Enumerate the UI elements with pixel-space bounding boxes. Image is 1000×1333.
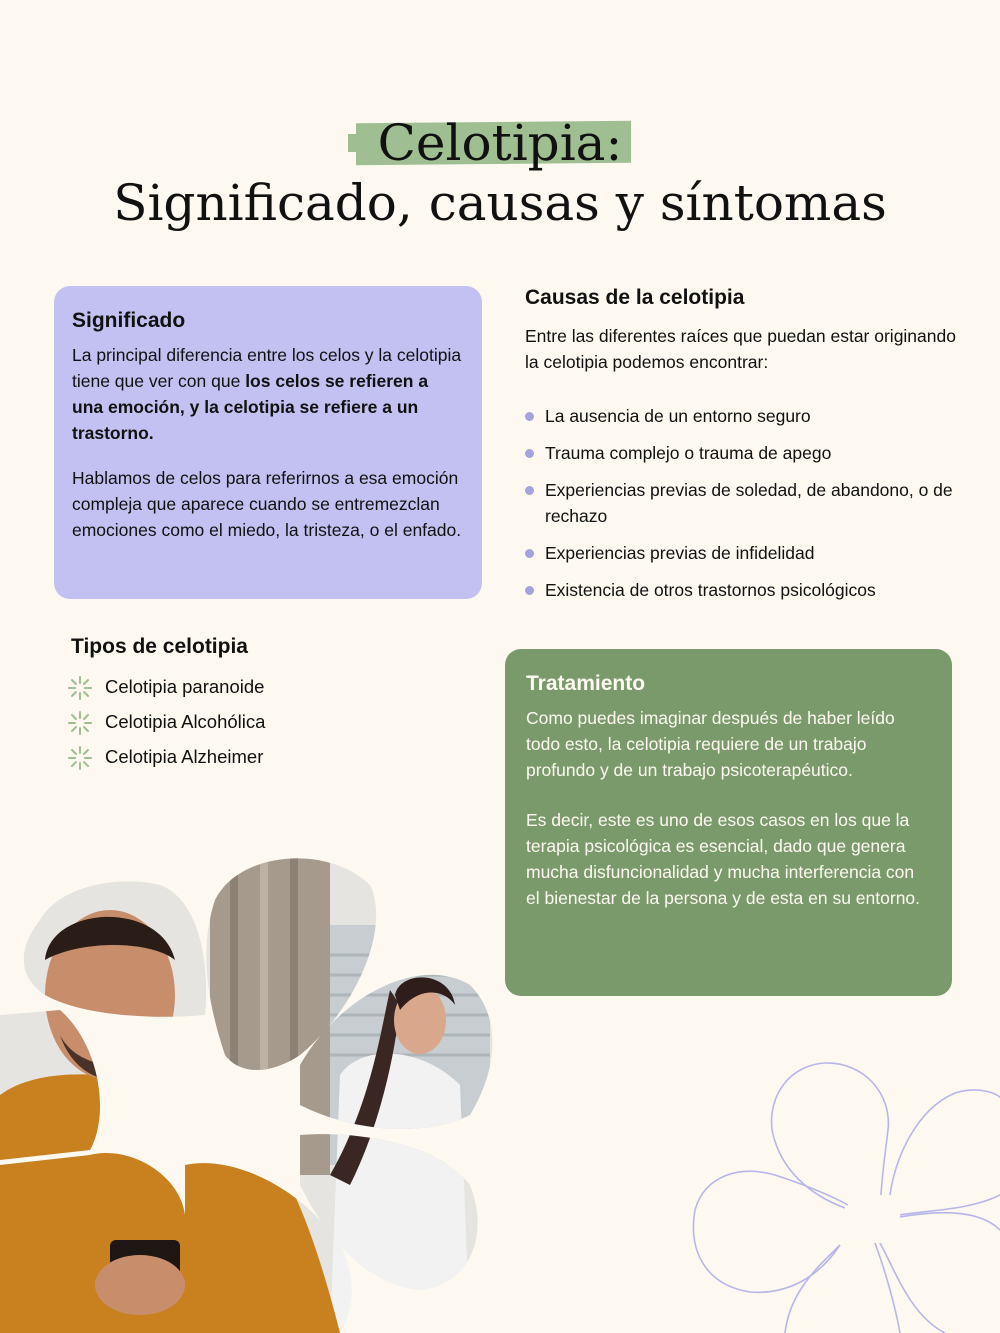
list-item-text: La ausencia de un entorno seguro xyxy=(545,406,811,426)
significado-p1-text: La principal diferencia entre los celos y la celotipia tiene que ver con que xyxy=(72,345,462,391)
list-item-text: Experiencias previas de soledad, de abandono, o de rechazo xyxy=(545,480,953,526)
tipos-heading: Tipos de celotipia xyxy=(71,635,248,658)
list-item xyxy=(525,577,965,603)
bullet-dot-icon xyxy=(525,549,534,558)
sparkle-burst-icon xyxy=(67,675,93,701)
list-item xyxy=(71,674,391,700)
page-title-line2: Significado, causas y síntomas xyxy=(113,174,887,232)
list-item xyxy=(525,403,965,429)
tipos-list xyxy=(71,674,391,770)
tratamiento-paragraph-1: Como puedes imaginar después de haber leído todo esto, la celotipia requiere de un trabajo profundo y de un trabajo psicoterapéutico. xyxy=(526,708,895,780)
title-highlighted xyxy=(378,112,623,174)
significado-card xyxy=(54,286,482,599)
tratamiento-card xyxy=(505,649,952,996)
list-item xyxy=(525,540,965,566)
significado-paragraph-1 xyxy=(72,342,464,446)
bullet-dot-icon xyxy=(525,586,534,595)
bullet-dot-icon xyxy=(525,486,534,495)
causas-section xyxy=(525,283,965,614)
list-item xyxy=(525,477,965,529)
title-block xyxy=(0,112,1000,234)
sparkle-burst-icon xyxy=(67,710,93,736)
flower-outline-decoration xyxy=(680,1050,1000,1333)
list-item-text: Celotipia paranoide xyxy=(105,676,265,697)
causas-heading: Causas de la celotipia xyxy=(525,286,745,309)
causas-intro: Entre las diferentes raíces que puedan estar originando la celotipia podemos encontrar: xyxy=(525,326,956,372)
tratamiento-paragraph-2: Es decir, este es uno de esos casos en los que la terapia psicológica es esencial, dado que genera mucha disfuncionalidad y mucha interferencia con el bienestar de la persona y de esta en su entorno. xyxy=(526,810,921,908)
tratamiento-heading: Tratamiento xyxy=(526,672,646,695)
sparkle-burst-icon xyxy=(67,745,93,771)
bullet-dot-icon xyxy=(525,449,534,458)
list-item xyxy=(71,744,391,770)
list-item-text: Experiencias previas de infidelidad xyxy=(545,543,815,563)
significado-paragraph-2: Hablamos de celos para referirnos a esa emoción compleja que aparece cuando se entremezclan emociones como el miedo, la tristeza, o el enfado. xyxy=(72,468,462,540)
significado-heading: Significado xyxy=(72,309,186,332)
bullet-dot-icon xyxy=(525,412,534,421)
list-item-text: Celotipia Alzheimer xyxy=(105,746,264,767)
page-title-line1: Celotipia: xyxy=(377,114,623,172)
tipos-section xyxy=(71,632,391,779)
significado-p1-bold: los celos se refieren a una emoción, y la celotipia se refiere a un trastorno. xyxy=(72,371,429,443)
couple-photo-flower-mask xyxy=(0,845,510,1333)
list-item xyxy=(525,440,965,466)
list-item-text: Existencia de otros trastornos psicológicos xyxy=(545,580,876,600)
list-item-text: Trauma complejo o trauma de apego xyxy=(545,443,832,463)
list-item xyxy=(71,709,391,735)
list-item-text: Celotipia Alcohólica xyxy=(105,711,266,732)
causas-list xyxy=(525,403,965,603)
